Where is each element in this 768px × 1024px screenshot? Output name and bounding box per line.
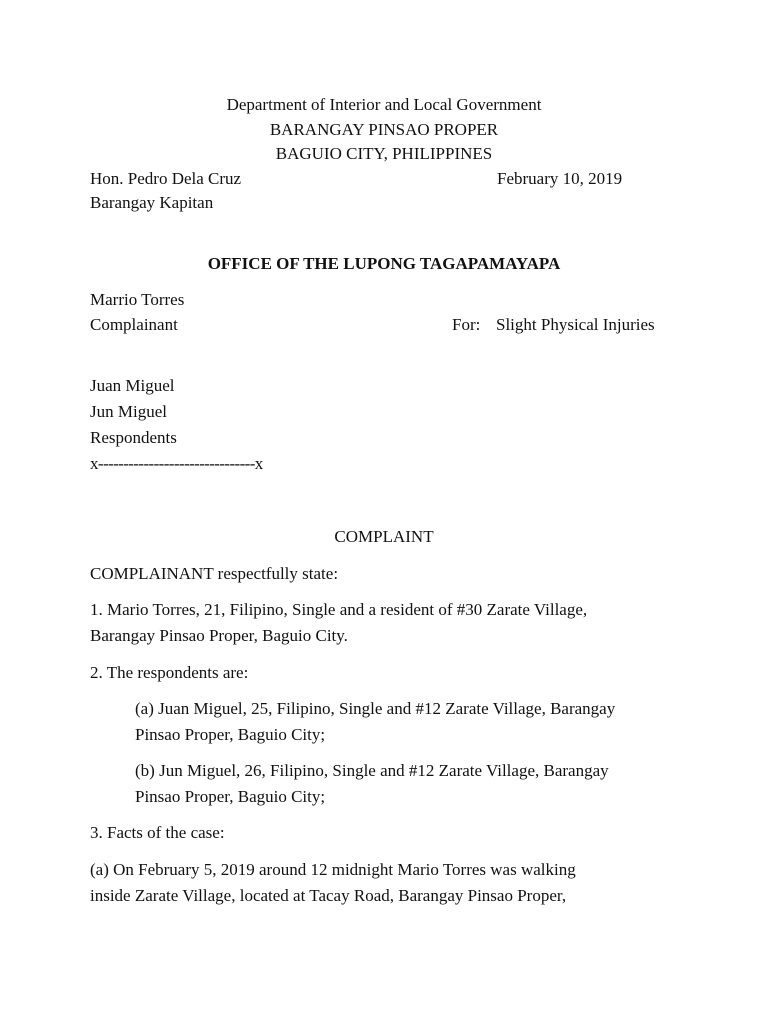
paragraph-3a-line-2: inside Zarate Village, located at Tacay Road, Barangay Pinsao Proper, bbox=[90, 886, 567, 905]
for-label: For: bbox=[452, 315, 481, 334]
paragraph-1-line-2: Barangay Pinsao Proper, Baguio City. bbox=[90, 626, 348, 645]
paragraph-1-line-1: 1. Mario Torres, 21, Filipino, Single and a resident of #30 Zarate Village, bbox=[90, 600, 588, 619]
paragraph-2b-line-1: (b) Jun Miguel, 26, Filipino, Single and #12 Zarate Village, Barangay bbox=[135, 761, 609, 780]
complainant-name: Marrio Torres bbox=[90, 290, 185, 309]
barangay-heading: BARANGAY PINSAO PROPER bbox=[269, 120, 499, 139]
complaint-title: COMPLAINT bbox=[334, 527, 434, 546]
complainant-label: Complainant bbox=[90, 315, 178, 334]
respondent-name-2: Jun Miguel bbox=[90, 402, 167, 421]
office-title: OFFICE OF THE LUPONG TAGAPAMAYAPA bbox=[207, 254, 561, 273]
respondent-name-1: Juan Miguel bbox=[90, 376, 175, 395]
paragraph-2b-line-2: Pinsao Proper, Baguio City; bbox=[135, 787, 326, 806]
paragraph-3a-line-1: (a) On February 5, 2019 around 12 midnight Mario Torres was walking bbox=[90, 860, 576, 879]
paragraph-3: 3. Facts of the case: bbox=[90, 823, 225, 842]
document-date: February 10, 2019 bbox=[497, 169, 623, 188]
respondents-label: Respondents bbox=[90, 428, 177, 447]
department-heading: Department of Interior and Local Government bbox=[226, 95, 542, 114]
intro-paragraph: COMPLAINANT respectfully state: bbox=[90, 564, 339, 583]
paragraph-2a-line-1: (a) Juan Miguel, 25, Filipino, Single and #12 Zarate Village, Barangay bbox=[135, 699, 616, 718]
charge: Slight Physical Injuries bbox=[496, 315, 655, 334]
paragraph-2: 2. The respondents are: bbox=[90, 663, 249, 682]
city-heading: BAGUIO CITY, PHILIPPINES bbox=[275, 144, 493, 163]
paragraph-2a-line-2: Pinsao Proper, Baguio City; bbox=[135, 725, 326, 744]
official-name: Hon. Pedro Dela Cruz bbox=[90, 169, 242, 188]
separator-line: x-------------------------------x bbox=[90, 454, 263, 473]
official-title: Barangay Kapitan bbox=[90, 193, 214, 212]
